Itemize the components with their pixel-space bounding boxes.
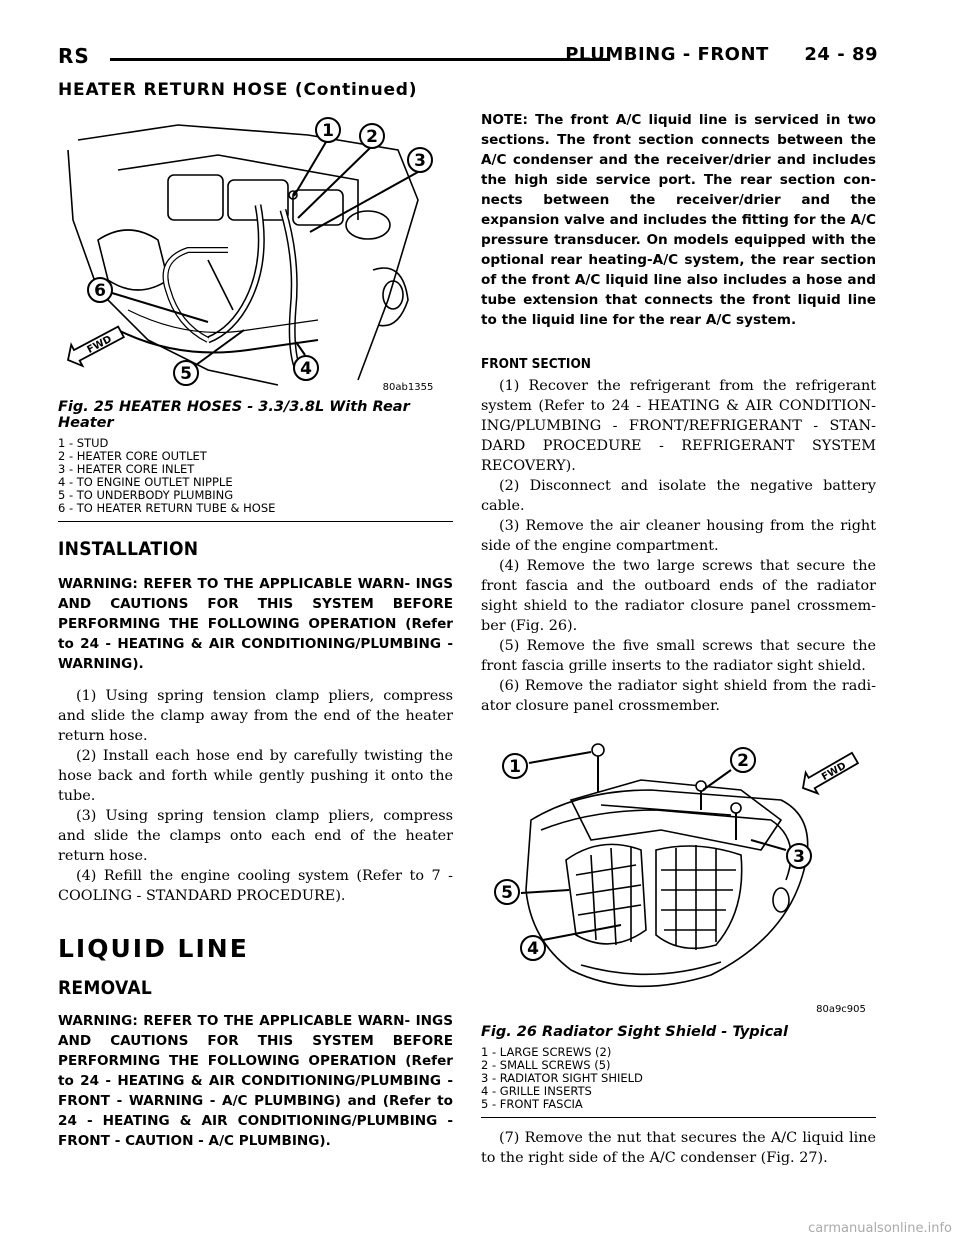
fig26-callout-5: 5 [501,883,513,903]
legend-item: 5 - TO UNDERBODY PLUMBING [58,488,234,502]
step: (4) Remove the two large screws that secure the front fascia and the outboard ends of the radiator sight shield to the radiator closure panel crossmem- ber (Fig. 26). [481,558,876,634]
step: (2) Install each hose end by carefully twisting the hose back and forth while gently pushing it onto the tube. [58,748,453,804]
legend-item: 6 - TO HEATER RETURN TUBE & HOSE [58,501,276,515]
front-section-steps [481,376,876,716]
legend-item: 1 - STUD [58,436,109,450]
fig25-callout-3: 3 [414,151,426,171]
fig26-legend [481,1046,876,1118]
front-section-heading: FRONT SECTION [481,356,591,372]
fig25-code: 80ab1355 [382,382,434,393]
fig26-callout-2: 2 [737,751,749,771]
fwd-arrow-icon [797,748,861,799]
legend-item: 4 - GRILLE INSERTS [481,1084,592,1098]
fig25-callout-2: 2 [366,127,378,147]
left-column [58,110,453,1151]
continued-title: HEATER RETURN HOSE (Continued) [58,80,418,100]
heater-hoses-illustration [58,110,453,395]
legend-item: 2 - HEATER CORE OUTLET [58,449,207,463]
fig25-callout-4: 4 [300,359,312,379]
fig25-title: Fig. 25 HEATER HOSES - 3.3/3.8L With Rear Heater [58,399,410,431]
fig26-callout-3: 3 [793,847,805,867]
step: (4) Refill the engine cooling system (Refer to 7 - COOLING - STANDARD PROCEDURE). [58,868,453,904]
fig25-callout-1: 1 [322,121,334,141]
legend-item: 5 - FRONT FASCIA [481,1097,583,1111]
liquid-line-note: NOTE: The front A/C liquid line is serviced in two sections. The front section connects between the A/C condenser and the receiver/drier and includes the high side service port. The rear section con- nects between the receiver/drier and the expansion valve and includes the fitting for the A/C pressure transducer. On models equipped with the optional rear heating-A/C system, the rear section of the front A/C liquid line also includes a hose and tube extension that connects the front liquid line to the liquid line for the rear A/C system. [481,112,876,328]
fig25-legend [58,437,453,522]
legend-item: 4 - TO ENGINE OUTLET NIPPLE [58,475,233,489]
installation-steps [58,686,453,906]
fig25-callout-5: 5 [180,364,192,384]
step: (1) Recover the refrigerant from the refrigerant system (Refer to 24 - HEATING & AIR CONDITION- ING/PLUMBING - FRONT/REFRIGERANT - STAN- DARD PROCEDURE - REFRIGERANT SYSTEM RECOVERY). [481,378,876,474]
section-code: RS [58,44,90,68]
header-rule [110,58,610,61]
header-title-page [565,44,878,65]
watermark: carmanualsonline.info [808,1221,952,1236]
radiator-sight-shield-illustration [481,730,876,1020]
steps-after [481,1128,876,1168]
liquid-line-heading: LIQUID LINE [58,934,249,963]
fwd-arrow-icon [62,321,126,370]
section-title: PLUMBING - FRONT [565,44,769,65]
step: (5) Remove the five small screws that secure the front fascia grille inserts to the radiator sight shield. [481,638,876,674]
installation-heading: INSTALLATION [58,538,199,560]
svg-text:FWD: FWD [819,760,849,784]
svg-text:FWD: FWD [85,333,114,356]
legend-item: 1 - LARGE SCREWS (2) [481,1045,612,1059]
right-column [481,110,876,1168]
page-number: 24 - 89 [804,44,878,65]
fig26-callout-4: 4 [527,939,539,959]
installation-warning: WARNING: REFER TO THE APPLICABLE WARN- INGS AND CAUTIONS FOR THIS SYSTEM BEFORE PERFORMING THE FOLLOWING OPERATION (Refer to 24 - HEATING & AIR CONDITIONING/PLUMBING - WARNING). [58,576,453,672]
step: (6) Remove the radiator sight shield from the radi- ator closure panel crossmember. [481,678,876,714]
figure-26 [481,730,876,1118]
removal-warning: WARNING: REFER TO THE APPLICABLE WARN- INGS AND CAUTIONS FOR THIS SYSTEM BEFORE PERFORMING THE FOLLOWING OPERATION (Refer to 24 - HEATING & AIR CONDITIONING/PLUMBING - FRONT - WARNING - A/C PLUMBING) and (Refer to 24 - HEATING & AIR CONDITIONING/PLUMBING - FRONT - CAUTION - A/C PLUMBING). [58,1013,453,1149]
step: (3) Using spring tension clamp pliers, compress and slide the clamps onto each end of the heater return hose. [58,808,453,864]
legend-item: 3 - HEATER CORE INLET [58,462,195,476]
figure-25 [58,110,453,522]
step: (2) Disconnect and isolate the negative battery cable. [481,478,876,514]
fig25-callout-6: 6 [94,281,106,301]
removal-heading: REMOVAL [58,977,153,999]
step: (7) Remove the nut that secures the A/C liquid line to the right side of the A/C condenser (Fig. 27). [481,1130,876,1166]
fig26-callout-1: 1 [509,757,521,777]
page-header [58,44,878,78]
fig26-code: 80a9c905 [816,1004,866,1015]
fig26-title: Fig. 26 Radiator Sight Shield - Typical [481,1024,788,1040]
legend-item: 3 - RADIATOR SIGHT SHIELD [481,1071,643,1085]
step: (1) Using spring tension clamp pliers, compress and slide the clamp away from the end of the heater return hose. [58,688,453,744]
step: (3) Remove the air cleaner housing from the right side of the engine compartment. [481,518,876,554]
legend-item: 2 - SMALL SCREWS (5) [481,1058,611,1072]
